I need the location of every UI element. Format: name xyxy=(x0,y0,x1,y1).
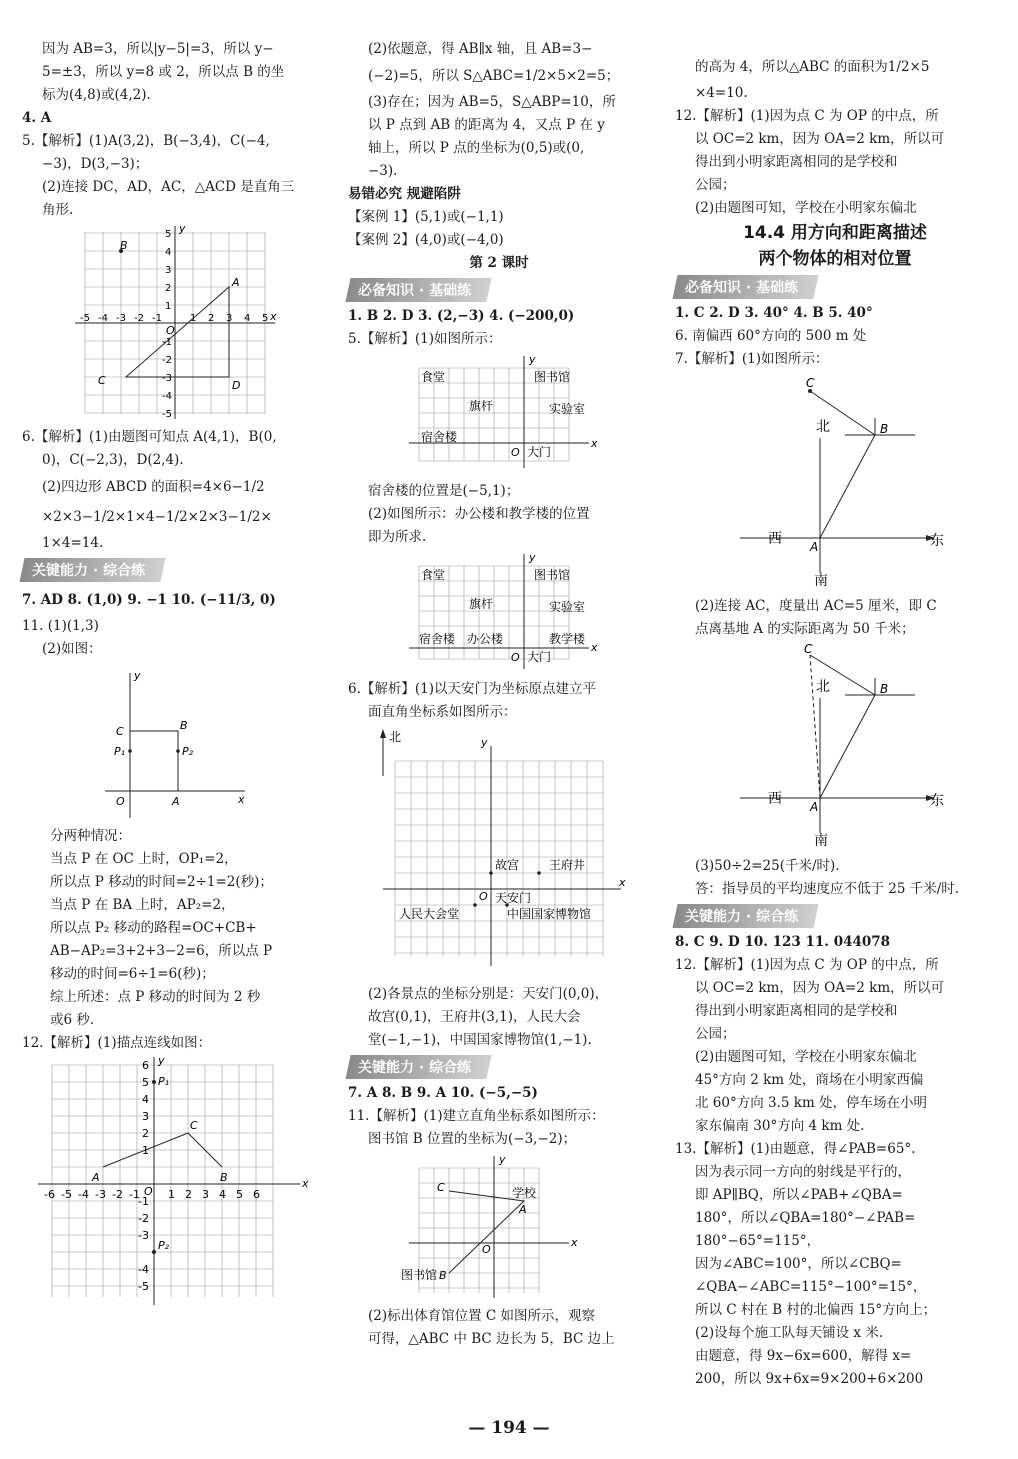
point-label-b: B xyxy=(439,1269,447,1282)
figure-12-coordinate-grid xyxy=(30,1057,320,1307)
figure-11-rectangle xyxy=(100,663,250,823)
point-label-c: C xyxy=(115,725,124,738)
y-tick: 6 xyxy=(141,1059,149,1072)
answer-6-line: ×2×3−1/2×1×4−1/2×2×3−1/2× xyxy=(42,509,272,525)
origin-label: O xyxy=(511,651,520,664)
answer-13-line: 180°，所以∠QBA=180°−∠PAB= xyxy=(695,1210,916,1226)
library-label: 图书馆 xyxy=(534,370,571,384)
lab-label: 实验室 xyxy=(549,600,586,614)
answer-6-text: (2)各景点的坐标分别是：天安门(0,0)， xyxy=(368,986,609,1002)
answer-6-line: 面直角坐标系如图所示： xyxy=(368,704,517,720)
x-tick: 2 xyxy=(207,313,214,324)
point-label-p1: P₁ xyxy=(157,1075,169,1088)
answer-12-line: 北 60°方向 3.5 km 处，停车场在小明 xyxy=(695,1095,928,1111)
answer-6-text: 堂(−1,−1)，中国国家博物馆(1,−1). xyxy=(368,1032,592,1048)
y-tick: -2 xyxy=(161,355,172,366)
point-label-a: A xyxy=(810,540,819,554)
section-banner-label: 关键能力 · 综合练 xyxy=(685,909,799,925)
answer-6-line: 6.【解析】(1)以天安门为坐标原点建立平 xyxy=(348,681,597,697)
answer-13-line: 因为表示同一方向的射线是平行的， xyxy=(695,1164,911,1180)
text-line: −3). xyxy=(368,163,398,179)
section-banner xyxy=(672,904,818,928)
figure-direction-1 xyxy=(720,373,950,593)
section-banner xyxy=(19,558,165,582)
answer-12-line: 45°方向 2 km 处，商场在小明家西偏 xyxy=(695,1072,924,1088)
figure-campus-map-2 xyxy=(399,551,599,676)
x-tick: 3 xyxy=(225,313,232,324)
y-axis-label: y xyxy=(529,353,536,366)
section-banner xyxy=(672,275,818,299)
point-label-c: C xyxy=(806,376,815,390)
answer-5-line: 5.【解析】(1)A(3,2)，B(−3,4)，C(−4, xyxy=(22,133,270,149)
x-tick: -5 xyxy=(60,1188,72,1201)
x-tick: 4 xyxy=(218,1188,226,1201)
answer-11-line: (2)如图： xyxy=(42,641,102,657)
point-label-d: D xyxy=(231,379,240,392)
y-tick: -3 xyxy=(161,373,172,384)
y-tick: 4 xyxy=(164,247,171,258)
west-label: 西 xyxy=(768,791,782,807)
answer-7-text: 点离基地 A 的实际距离为 50 千米； xyxy=(695,621,915,637)
answer-6-line: (2)四边形 ABCD 的面积=4×6−1/2 xyxy=(42,479,265,495)
x-tick: -4 xyxy=(77,1188,89,1201)
answer-7-text: (2)连接 AC，度量出 AC=5 厘米，即 C xyxy=(695,598,937,614)
chapter-title-1: 14.4 用方向和距离描述 xyxy=(743,223,927,243)
column-1 xyxy=(22,38,327,1309)
point-label-c: C xyxy=(189,1119,198,1132)
answer-13-line: ∠QBA−∠ABC=115°−100°=15°， xyxy=(695,1279,927,1295)
x-axis-label: x xyxy=(301,1177,309,1190)
answer-13-line: (2)设每个施工队每天铺设 x 米. xyxy=(695,1325,884,1341)
y-tick: 3 xyxy=(164,265,171,276)
answer-4: 4. A xyxy=(22,110,52,126)
y-axis-label: y xyxy=(178,224,186,235)
point-label-c: C xyxy=(804,643,813,656)
origin-label: O xyxy=(479,890,488,903)
answer-11-line: 图书馆 B 位置的坐标为(−3,−2)； xyxy=(368,1131,577,1147)
y-tick: 5 xyxy=(164,229,171,240)
point-label-b: B xyxy=(119,239,128,252)
answer-12-line: (2)由题图可知，学校在小明家东偏北 xyxy=(695,200,917,216)
answer-11-text: 当点 P 在 OC 上时，OP₁=2， xyxy=(50,851,238,867)
answers-1-4: 1. B 2. D 3. (2,−3) 4. (−200,0) xyxy=(348,308,575,324)
y-tick: -5 xyxy=(137,1280,149,1293)
x-tick: 3 xyxy=(201,1188,209,1201)
origin-label: O xyxy=(115,795,125,808)
x-axis-label: x xyxy=(237,793,245,806)
page-number: — 194 — xyxy=(468,1418,550,1438)
wangfujing-label: 王府井 xyxy=(549,858,586,872)
answer-13-line: 因为∠ABC=100°，所以∠CBQ= xyxy=(695,1256,902,1272)
text-line: 的高为 4，所以△ABC 的面积为1/2×5 xyxy=(695,59,930,75)
x-tick: -1 xyxy=(151,313,162,324)
answer-13-line: 由题意，得 9x−6x=600，解得 x= xyxy=(695,1348,912,1364)
x-axis-label: x xyxy=(591,641,598,654)
text-line: (3)存在；因为 AB=5，S△ABP=10，所 xyxy=(368,94,616,110)
y-axis-label: y xyxy=(529,551,536,564)
point-label-a: A xyxy=(519,1203,527,1216)
point-label-c: C xyxy=(437,1181,445,1194)
figure-5-coordinate-grid xyxy=(70,224,280,424)
chapter-title-2: 两个物体的相对位置 xyxy=(758,249,912,269)
forbidden-city-label: 故宫 xyxy=(495,858,520,872)
north-label: 北 xyxy=(816,419,830,435)
point-label-a: A xyxy=(171,795,180,808)
x-tick: -2 xyxy=(111,1188,123,1201)
column-3 xyxy=(675,52,995,1391)
answer-11-text: 所以点 P 移动的时间=2÷1=2(秒)； xyxy=(50,874,273,890)
answer-5-line: 5.【解析】(1)如图所示： xyxy=(348,331,502,347)
answer-12-line: 得出到小明家距离相同的是学校和 xyxy=(695,1003,898,1019)
teaching-building-label: 教学楼 xyxy=(549,632,586,646)
answer-12-line: (2)由题图可知，学校在小明家东偏北 xyxy=(695,1049,917,1065)
x-tick: -4 xyxy=(97,313,108,324)
answer-11-text: 可得，△ABC 中 BC 边长为 5，BC 边上 xyxy=(368,1331,615,1347)
answer-13-line: 13.【解析】(1)由题意，得∠PAB=65°. xyxy=(675,1141,916,1157)
x-tick: 5 xyxy=(261,313,268,324)
y-tick: -1 xyxy=(161,337,172,348)
answer-5-line: −3)，D(3,−3)； xyxy=(42,156,149,172)
north-label: 北 xyxy=(816,679,830,695)
flagpole-label: 旗杆 xyxy=(469,399,494,413)
answer-7-line: 7.【解析】(1)如图所示： xyxy=(675,351,829,367)
answer-11-text: 分两种情况： xyxy=(50,828,131,844)
y-tick: 3 xyxy=(141,1110,149,1123)
answer-13-line: 180°−65°=115°， xyxy=(695,1233,821,1249)
y-axis-label: y xyxy=(499,1153,506,1166)
point-label-a: A xyxy=(810,800,819,814)
answer-11-line: 11. (1)(1,3) xyxy=(22,618,99,634)
answer-13-line: 所以 C 村在 B 村的北偏西 15°方向上； xyxy=(695,1302,937,1318)
answer-11-text: 或6 秒. xyxy=(50,1012,95,1028)
x-tick: -3 xyxy=(94,1188,106,1201)
text-line: (2)依题意，得 AB∥x 轴，且 AB=3− xyxy=(368,41,593,57)
east-label: 东 xyxy=(930,793,944,809)
origin-label: O xyxy=(482,1243,491,1256)
x-tick: -6 xyxy=(43,1188,55,1201)
answer-6-line: 6.【解析】(1)由题图可知点 A(4,1)，B(0, xyxy=(22,429,277,445)
section-banner-label: 必备知识 · 基础练 xyxy=(685,280,799,296)
case-2: 【案例 2】(4,0)或(−4,0) xyxy=(348,232,504,248)
x-tick: 6 xyxy=(252,1188,260,1201)
gate-label: 大门 xyxy=(527,650,552,664)
north-label: 北 xyxy=(389,730,402,744)
answer-6-text: 故宫(0,1)，王府井(3,1)，人民大会 xyxy=(368,1009,581,1025)
answer-11-text: 当点 P 在 BA 上时，AP₂=2， xyxy=(50,897,235,913)
section-banner xyxy=(345,1055,491,1079)
text-line: 以 P 点到 AB 的距离为 4，又点 P 在 y xyxy=(368,117,605,133)
answer-12-line: 12.【解析】(1)因为点 C 为 OP 的中点，所 xyxy=(675,957,939,973)
library-label: 图书馆 xyxy=(534,568,571,582)
answer-5-text: 宿舍楼的位置是(−5,1)； xyxy=(368,483,520,499)
origin-label: O xyxy=(511,446,520,459)
point-label-p1: P₁ xyxy=(113,745,125,758)
y-tick: -1 xyxy=(137,1195,149,1208)
west-label: 西 xyxy=(768,531,782,547)
answer-11-text: 移动的时间=6÷1=6(秒)； xyxy=(50,966,215,982)
point-label-b: B xyxy=(880,682,889,696)
point-label-c: C xyxy=(97,374,106,387)
answers-8-11: 8. C 9. D 10. 123 11. 044078 xyxy=(675,934,891,950)
answer-6: 6. 南偏西 60°方向的 500 m 处 xyxy=(675,328,867,344)
x-tick: 1 xyxy=(189,313,196,324)
column-2 xyxy=(348,38,650,1351)
answer-12-line: 得出到小明家距离相同的是学校和 xyxy=(695,154,898,170)
figure-beijing-map xyxy=(369,726,629,981)
trap-section-title: 易错必究 规避陷阱 xyxy=(348,186,461,202)
y-tick: 5 xyxy=(141,1076,149,1089)
dorm-label: 宿舍楼 xyxy=(419,632,456,646)
lab-label: 实验室 xyxy=(549,402,586,416)
answer-11-text: 综上所述：点 P 移动的时间为 2 秒 xyxy=(50,989,261,1005)
answer-5-text: (2)如图所示：办公楼和教学楼的位置 xyxy=(368,506,590,522)
y-axis-label: y xyxy=(157,1057,165,1067)
text-line: 轴上，所以 P 点的坐标为(0,5)或(0, xyxy=(368,140,585,156)
figure-library-school xyxy=(399,1153,599,1303)
text-line: 5=±3，所以 y=8 或 2，所以点 B 的坐 xyxy=(42,64,285,80)
x-tick: -2 xyxy=(133,313,144,324)
text-line: 标为(4,8)或(4,2). xyxy=(42,87,151,103)
east-label: 东 xyxy=(930,533,944,549)
school-label: 学校 xyxy=(512,1186,537,1200)
library-label: 图书馆 xyxy=(401,1268,438,1282)
y-tick: 1 xyxy=(164,301,171,312)
figure-campus-map-1 xyxy=(399,353,599,478)
y-tick: 1 xyxy=(141,1144,149,1157)
y-tick: -5 xyxy=(161,409,172,420)
x-axis-label: x xyxy=(269,310,277,323)
office-building-label: 办公楼 xyxy=(467,632,504,646)
answer-12-line: 家东偏南 30°方向 4 km 处. xyxy=(695,1118,865,1134)
answer-12-line: 12.【解析】(1)因为点 C 为 OP 的中点，所 xyxy=(675,108,939,124)
x-tick: 4 xyxy=(243,313,250,324)
answers-7-10: 7. A 8. B 9. A 10. (−5,−5) xyxy=(348,1085,538,1101)
answer-5-line: (2)连接 DC，AD，AC，△ACD 是直角三 xyxy=(42,179,295,195)
gate-label: 大门 xyxy=(527,445,552,459)
answer-12-line: 以 OC=2 km，因为 OA=2 km，所以可 xyxy=(695,131,945,147)
answer-11-text: (2)标出体育馆位置 C 如图所示，观察 xyxy=(368,1308,596,1324)
y-tick: -2 xyxy=(137,1212,149,1225)
answer-13-line: 即 AP∥BQ，所以∠PAB+∠QBA= xyxy=(695,1187,903,1203)
y-tick: -4 xyxy=(137,1263,149,1276)
point-label-p2: P₂ xyxy=(157,1239,169,1252)
answer-5-text: 即为所求. xyxy=(368,529,427,545)
answer-7-text: (3)50÷2=25(千米/时). xyxy=(695,858,840,874)
point-label-b: B xyxy=(219,1171,228,1184)
tiananmen-label: 天安门 xyxy=(495,891,532,905)
x-tick: 1 xyxy=(167,1188,175,1201)
answer-7-text: 答：指导员的平均速度应不低于 25 千米/时. xyxy=(695,881,960,897)
y-tick: 2 xyxy=(164,283,171,294)
x-tick: 5 xyxy=(235,1188,243,1201)
x-axis-label: x xyxy=(591,437,598,450)
y-tick: 2 xyxy=(141,1127,149,1140)
point-label-a: A xyxy=(231,276,240,289)
lesson-title: 第 2 课时 xyxy=(469,255,529,271)
section-banner xyxy=(345,278,491,302)
section-banner-label: 关键能力 · 综合练 xyxy=(358,1060,472,1076)
case-1: 【案例 1】(5,1)或(−1,1) xyxy=(348,209,504,225)
answer-12-line: 公园； xyxy=(695,1026,736,1042)
section-banner-label: 关键能力 · 综合练 xyxy=(32,563,146,579)
x-axis-label: x xyxy=(619,876,626,889)
y-axis-label: y xyxy=(481,736,488,749)
x-tick: 2 xyxy=(184,1188,192,1201)
great-hall-label: 人民大会堂 xyxy=(399,907,460,921)
canteen-label: 食堂 xyxy=(421,370,446,384)
point-label-p2: P₂ xyxy=(181,745,193,758)
answers-7-10: 7. AD 8. (1,0) 9. −1 10. (−11/3, 0) xyxy=(22,592,276,608)
point-label-b: B xyxy=(880,422,889,436)
x-tick: -1 xyxy=(128,1188,140,1201)
x-tick: -3 xyxy=(115,313,126,324)
point-label-a: A xyxy=(91,1171,100,1184)
y-tick: -3 xyxy=(137,1229,149,1242)
y-axis-label: y xyxy=(133,669,141,682)
figure-direction-2 xyxy=(720,643,950,853)
text-line: (−2)=5，所以 S△ABC=1/2×5×2=5； xyxy=(368,68,620,84)
y-tick: 4 xyxy=(141,1093,149,1106)
answer-6-line: 0)，C(−2,3)，D(2,4). xyxy=(42,452,184,468)
answer-6-line: 1×4=14. xyxy=(42,535,104,551)
flagpole-label: 旗杆 xyxy=(469,597,494,611)
answer-11-line: 11.【解析】(1)建立直角坐标系如图所示： xyxy=(348,1108,605,1124)
answer-11-text: 所以点 P₂ 移动的路程=OC+CB+ xyxy=(50,920,257,936)
south-label: 南 xyxy=(814,833,828,849)
dorm-label: 宿舍楼 xyxy=(421,430,458,444)
answer-5-line: 角形. xyxy=(42,202,74,218)
x-tick: -5 xyxy=(79,313,90,324)
y-tick: -4 xyxy=(161,391,172,402)
answer-13-line: 200，所以 9x+6x=9×200+6×200 xyxy=(695,1371,924,1387)
south-label: 南 xyxy=(814,573,828,589)
text-line: ×4=10. xyxy=(695,85,748,101)
origin-label: O xyxy=(165,324,175,337)
canteen-label: 食堂 xyxy=(421,568,446,582)
x-axis-label: x xyxy=(571,1236,578,1249)
answer-12-line: 以 OC=2 km，因为 OA=2 km，所以可 xyxy=(695,980,945,996)
answer-11-text: AB−AP₂=3+2+3−2=6，所以点 P xyxy=(50,943,273,959)
text-line: 因为 AB=3，所以|y−5|=3，所以 y− xyxy=(42,41,274,57)
national-museum-label: 中国国家博物馆 xyxy=(507,907,592,921)
origin-label: O xyxy=(143,1185,153,1198)
answer-12-line: 12.【解析】(1)描点连线如图： xyxy=(22,1035,212,1051)
answers-1-5: 1. C 2. D 3. 40° 4. B 5. 40° xyxy=(675,305,873,321)
answer-12-line: 公园； xyxy=(695,177,736,193)
section-banner-label: 必备知识 · 基础练 xyxy=(358,283,472,299)
point-label-b: B xyxy=(179,719,188,732)
